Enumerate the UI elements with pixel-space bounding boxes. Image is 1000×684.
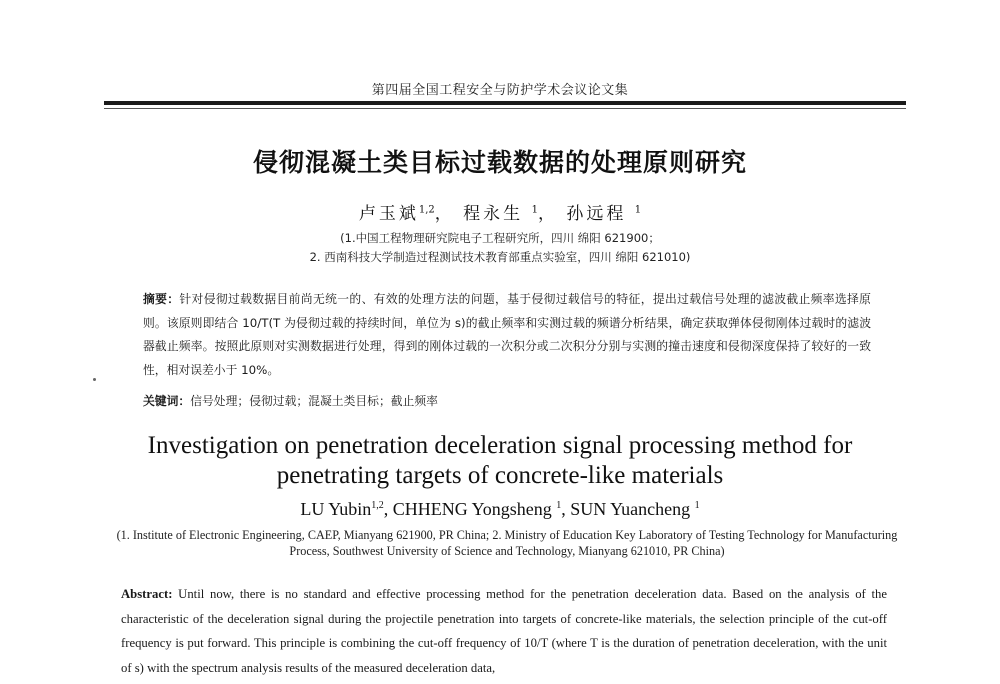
author-name: SUN Yuancheng	[570, 499, 695, 519]
author-separator: ,	[383, 499, 393, 519]
author-affil-sup: 1	[556, 500, 562, 511]
author-affil-sup: 1,2	[418, 204, 435, 216]
author-affil-sup: 1	[634, 204, 642, 216]
running-header: 第四届全国工程安全与防护学术会议论文集	[371, 83, 629, 98]
author-name: CHHENG Yongsheng	[392, 499, 557, 519]
author-separator: ，	[537, 204, 558, 224]
english-affiliation: (1. Institute of Electronic Engineering, CAEP, Mianyang 621900, PR China; 2. Ministry of Education Key Laboratory of Testing Technology for Manufacturing Process, Southwest University of Science and Technology, Mianyang 621010, PR China)	[116, 528, 898, 558]
author-affil-sup: 1	[531, 204, 538, 216]
scan-speck	[93, 378, 96, 381]
author-name: 卢玉斌	[358, 204, 419, 224]
header-rule-thin	[104, 108, 906, 109]
english-abstract-label: Abstract:	[121, 587, 173, 601]
author-name: 孙远程	[566, 204, 627, 224]
chinese-abstract-label: 摘要：	[143, 292, 180, 306]
english-abstract	[121, 582, 887, 680]
chinese-title: 侵彻混凝土类目标过载数据的处理原则研究	[252, 148, 747, 177]
author-affil-sup: 1	[694, 500, 700, 511]
author-affil-sup: 1,2	[371, 500, 384, 511]
chinese-keywords	[143, 392, 871, 409]
english-authors	[0, 499, 1000, 520]
chinese-affiliation-2: 2. 西南科技大学制造过程测试技术教育部重点实验室，四川 绵阳 621010)	[309, 250, 691, 264]
chinese-abstract-text: 针对侵彻过载数据目前尚无统一的、有效的处理方法的问题，基于侵彻过载信号的特征，提出过载信号处理的滤波截止频率选择原则。该原则即结合 10/T(T 为侵彻过载的持续时间，单位为 s)的截止频率和实测过载的频谱分析结果，确定获取弹体侵彻刚体过载时的滤波器截止频率。按照此原则对实测数据进行处理，得到的刚体过载的一次积分或二次积分分别与实测的撞击速度和侵彻深度保持了较好的一致性，相对误差小于 10%。	[143, 292, 871, 377]
author-name: 程永生	[463, 204, 524, 224]
author-name: LU Yubin	[300, 499, 372, 519]
chinese-keywords-text: 信号处理；侵彻过载；混凝土类目标；截止频率	[190, 394, 438, 408]
author-separator: ，	[434, 204, 455, 224]
chinese-keywords-label: 关键词：	[143, 394, 191, 408]
header-rule-thick	[104, 101, 906, 105]
english-title: Investigation on penetration deceleration signal processing method for penetrating targets of concrete-like materials	[147, 432, 853, 489]
author-separator: ,	[561, 499, 571, 519]
chinese-abstract	[143, 288, 871, 382]
chinese-authors	[0, 199, 1000, 224]
chinese-affiliation-1: (1.中国工程物理研究院电子工程研究所，四川 绵阳 621900；	[340, 231, 660, 245]
english-abstract-text: Until now, there is no standard and effective processing method for the penetration deceleration data. Based on the analysis of the characteristic of the deceleration signal during the projectile penetration into targets of concrete-like materials, the selection principle of the cut-off frequency is put forward. This principle is combining the cut-off frequency of 10/T (where T is the duration of penetration deceleration, with the unit of s) with the spectrum analysis results of the measured deceleration data,	[121, 587, 887, 675]
